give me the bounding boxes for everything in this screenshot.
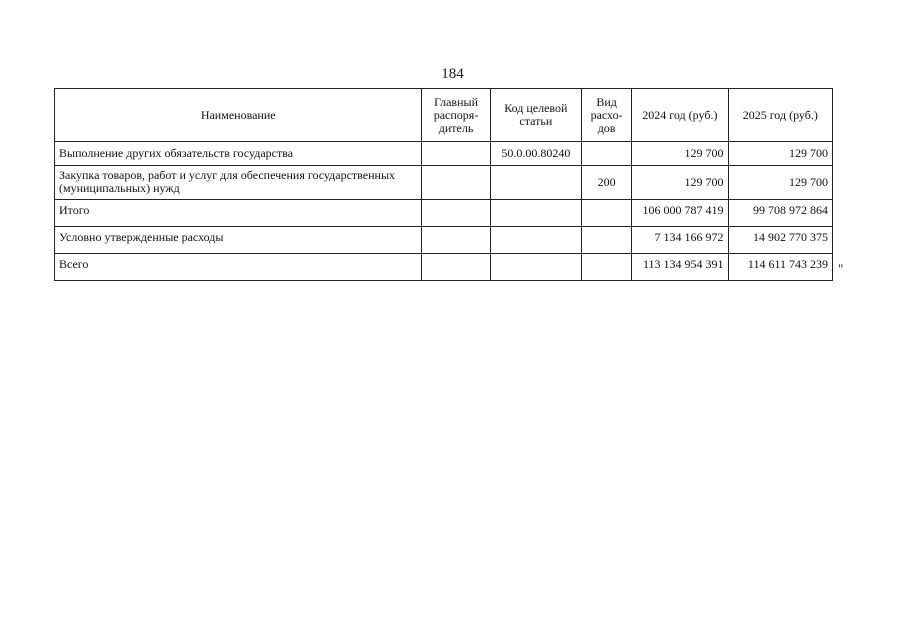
header-name: Наименование [55,89,422,142]
total-row-conditional [55,227,833,254]
total-year-2024: 113 134 954 391 [632,254,728,281]
header-main-manager: Главный распоря-дитель [422,89,490,142]
total-row-itogo [55,200,833,227]
empty-cell [422,227,490,254]
empty-cell [490,254,581,281]
table-header-row [55,89,833,142]
total-year-2025: 114 611 743 239 [728,254,832,281]
row-expense-kind [582,142,632,166]
row-target-code: 50.0.00.80240 [490,142,581,166]
page-number: 184 [441,66,464,82]
total-name: Всего [55,254,422,281]
row-expense-kind: 200 [582,166,632,200]
header-year-2024: 2024 год (руб.) [632,89,728,142]
total-year-2024: 7 134 166 972 [632,227,728,254]
row-year-2024: 129 700 [632,166,728,200]
table-row [55,142,833,166]
row-target-code [490,166,581,200]
total-name: Итого [55,200,422,227]
total-year-2025: 14 902 770 375 [728,227,832,254]
table-row [55,166,833,200]
row-year-2024: 129 700 [632,142,728,166]
row-year-2025: 129 700 [728,142,832,166]
total-year-2025: 99 708 972 864 [728,200,832,227]
empty-cell [490,227,581,254]
row-main-manager [422,166,490,200]
total-row-vsego [55,254,833,281]
header-target-code: Код целевой статьи [490,89,581,142]
empty-cell [582,254,632,281]
row-name: Выполнение других обязательств государства [55,142,422,166]
budget-table [54,88,833,281]
total-name: Условно утвержденные расходы [55,227,422,254]
row-main-manager [422,142,490,166]
empty-cell [490,200,581,227]
empty-cell [582,227,632,254]
empty-cell [422,254,490,281]
row-name: Закупка товаров, работ и услуг для обеспечения государственных (муниципальных) нужд [55,166,422,200]
empty-cell [422,200,490,227]
closing-quote: " [838,261,844,276]
row-year-2025: 129 700 [728,166,832,200]
empty-cell [582,200,632,227]
header-year-2025: 2025 год (руб.) [728,89,832,142]
total-year-2024: 106 000 787 419 [632,200,728,227]
header-expense-kind: Вид расхо-дов [582,89,632,142]
